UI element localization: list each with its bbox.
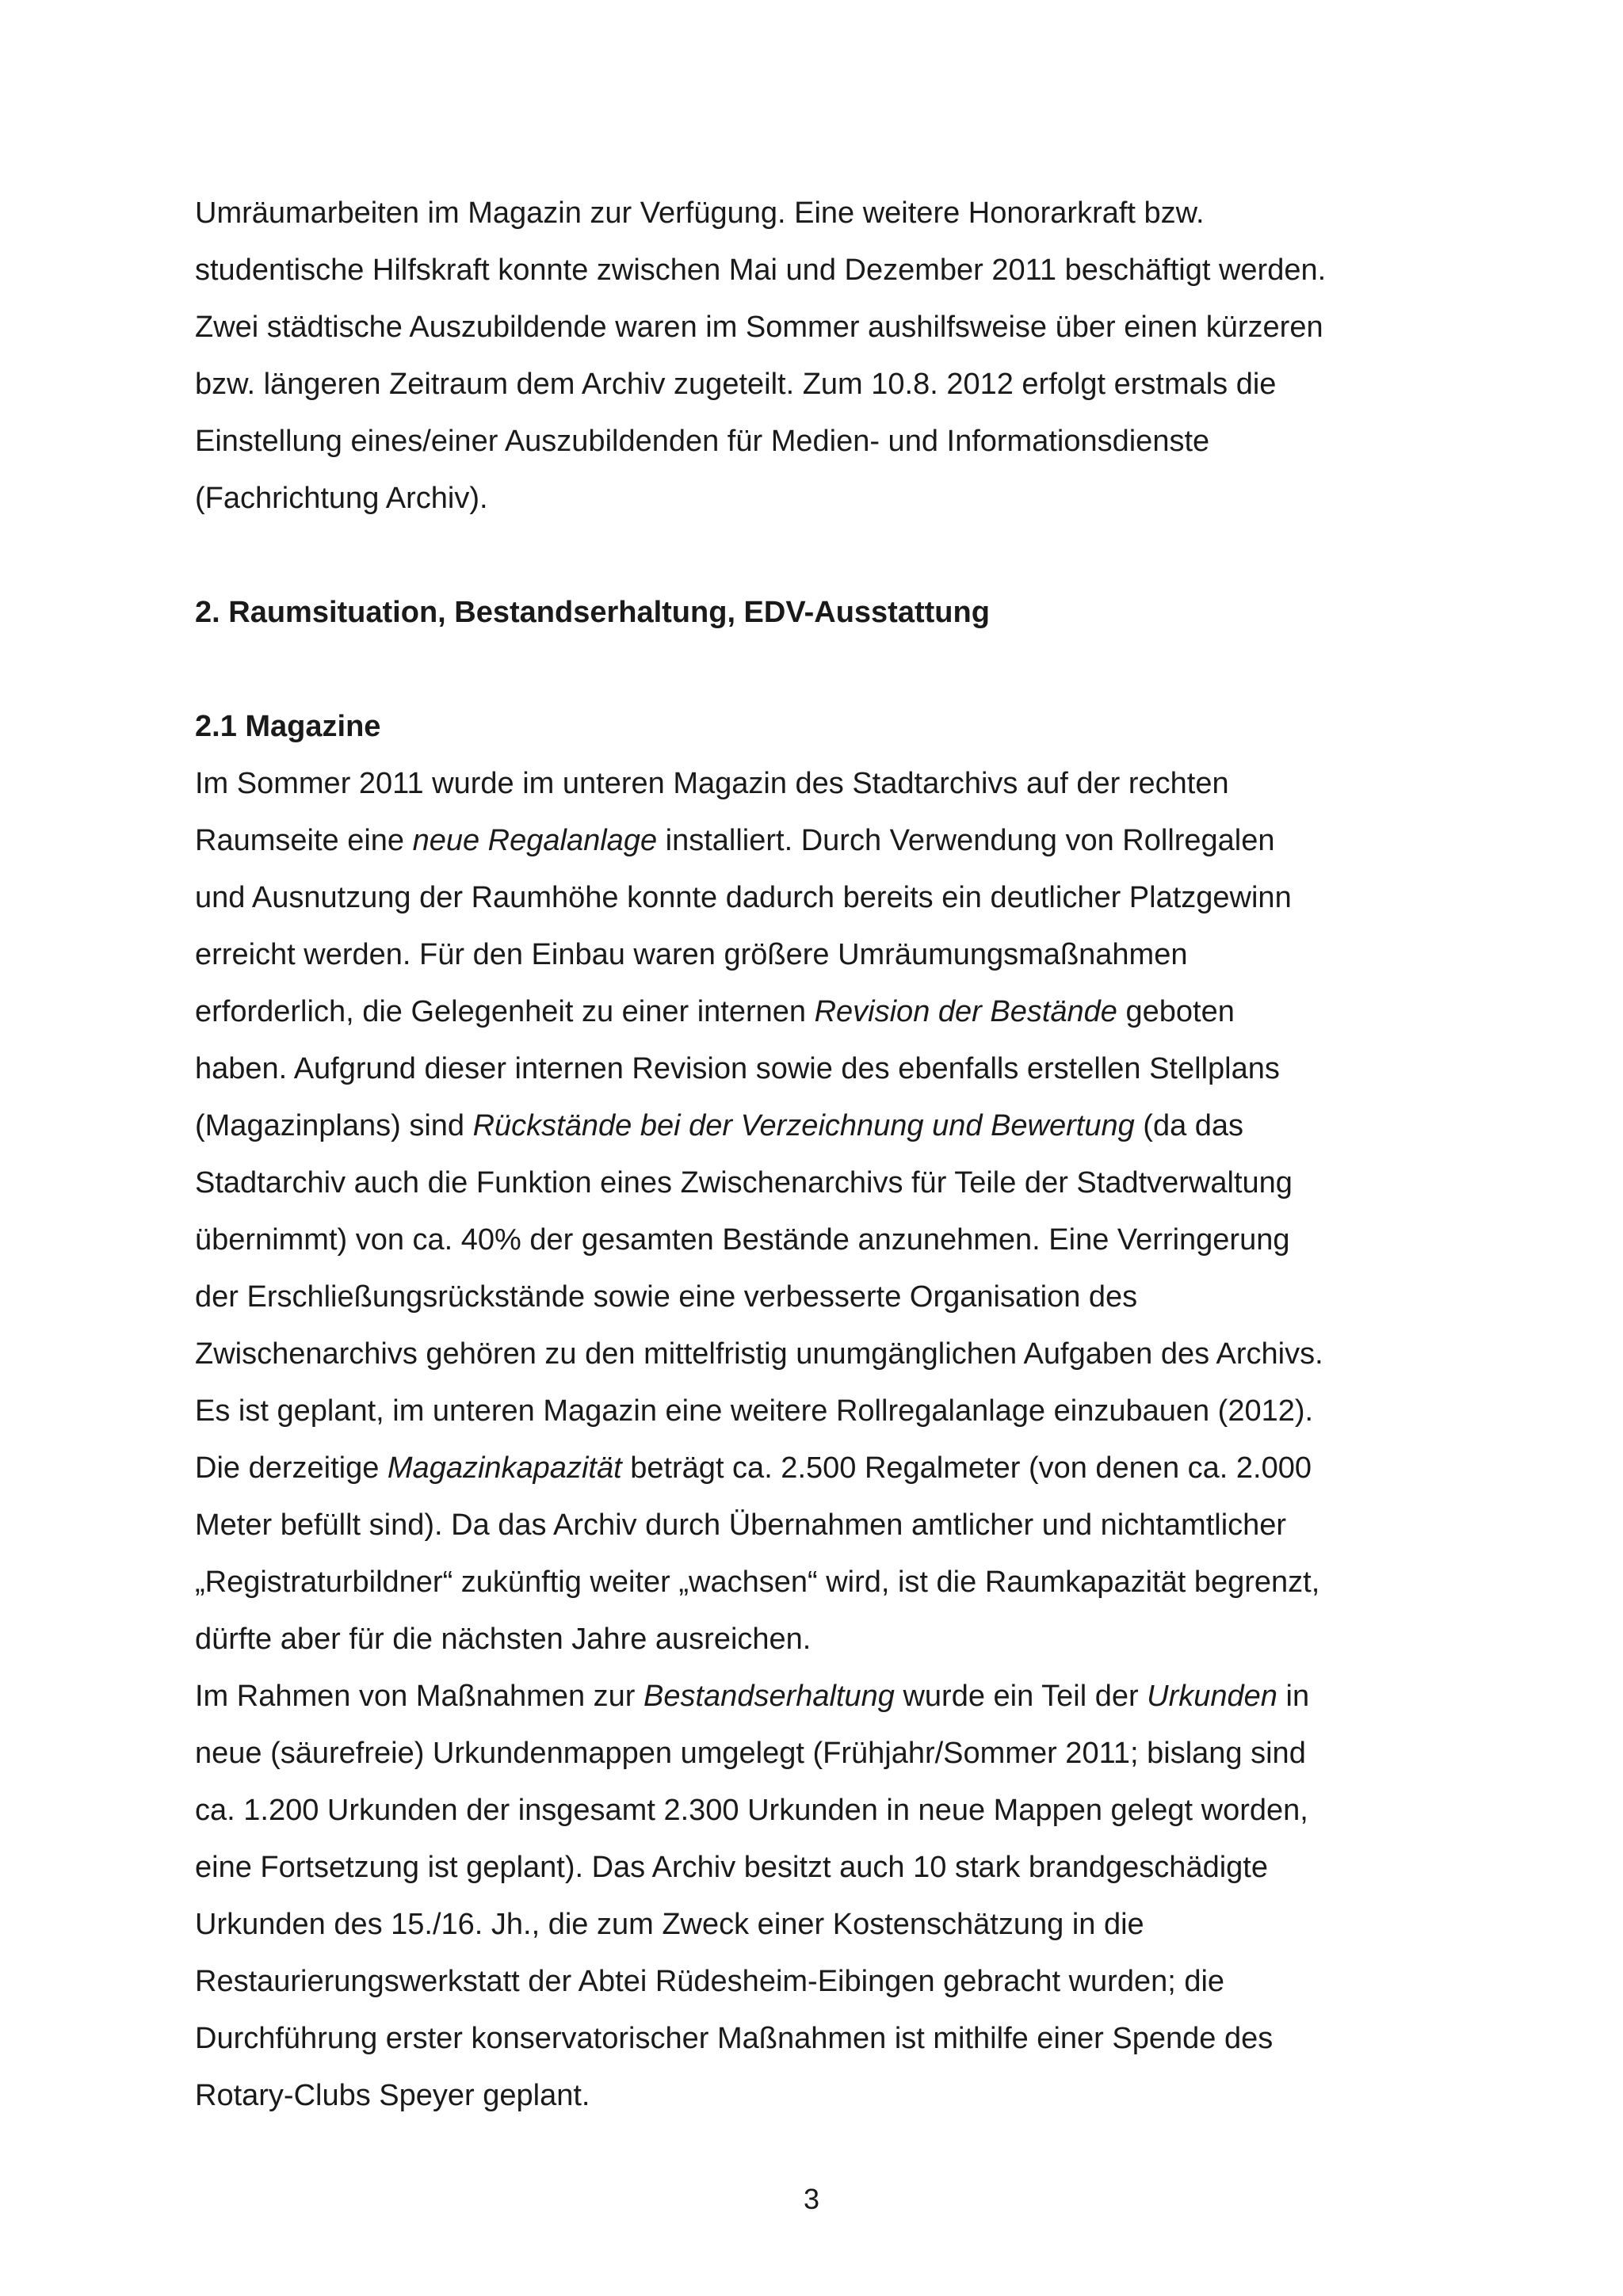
body-line: Es ist geplant, im unteren Magazin eine weitere Rollregalanlage einzubauen (2012). <box>195 1394 1314 1428</box>
body-line: „Registraturbildner“ zukünftig weiter „wachsen“ wird, ist die Raumkapazität begrenzt, <box>195 1566 1320 1599</box>
body-line <box>195 983 1235 1040</box>
body-text: (Magazinplans) sind <box>195 1109 473 1142</box>
body-text: Die derzeitige <box>195 1451 388 1485</box>
body-text: beträgt ca. 2.500 Regalmeter (von denen ca. 2.000 <box>621 1451 1312 1485</box>
body-text: in <box>1277 1680 1310 1713</box>
body-line: neue (säurefreie) Urkundenmappen umgelegt (Frühjahr/Sommer 2011; bislang sind <box>195 1737 1306 1770</box>
section-heading: 2. Raumsituation, Bestandserhaltung, EDV-Ausstattung <box>195 596 990 629</box>
body-line: der Erschließungsrückstände sowie eine verbesserte Organisation des <box>195 1280 1138 1314</box>
body-text: (da das <box>1134 1109 1244 1142</box>
body-line: ca. 1.200 Urkunden der insgesamt 2.300 Urkunden in neue Mappen gelegt worden, <box>195 1794 1308 1827</box>
subsection-heading: 2.1 Magazine <box>195 710 381 743</box>
body-line <box>195 1097 1243 1154</box>
body-line: Rotary-Clubs Speyer geplant. <box>195 2079 590 2112</box>
body-text: erforderlich, die Gelegenheit zu einer internen <box>195 995 815 1028</box>
intro-line: studentische Hilfskraft konnte zwischen Mai und Dezember 2011 beschäftigt werden. <box>195 254 1327 287</box>
page-number: 3 <box>803 2183 820 2215</box>
body-line: und Ausnutzung der Raumhöhe konnte dadurch bereits ein deutlicher Platzgewinn <box>195 881 1292 914</box>
body-line: Im Sommer 2011 wurde im unteren Magazin des Stadtarchivs auf der rechten <box>195 767 1229 800</box>
body-line: haben. Aufgrund dieser internen Revision sowie des ebenfalls erstellen Stellplans <box>195 1052 1280 1085</box>
body-line <box>195 1668 1309 1725</box>
body-line: eine Fortsetzung ist geplant). Das Archiv besitzt auch 10 stark brandgeschädigte <box>195 1851 1268 1884</box>
emphasis-text: Revision der Bestände <box>814 995 1117 1028</box>
body-line: Zwischenarchivs gehören zu den mittelfristig unumgänglichen Aufgaben des Archivs. <box>195 1337 1323 1371</box>
intro-line: Einstellung eines/einer Auszubildenden für Medien- und Informationsdienste <box>195 425 1210 458</box>
emphasis-text: Urkunden <box>1147 1680 1277 1713</box>
body-line: übernimmt) von ca. 40% der gesamten Bestände anzunehmen. Eine Verringerung <box>195 1223 1290 1257</box>
intro-line: Umräumarbeiten im Magazin zur Verfügung. Eine weitere Honorarkraft bzw. <box>195 196 1205 230</box>
body-line: Urkunden des 15./16. Jh., die zum Zweck einer Kostenschätzung in die <box>195 1908 1144 1941</box>
body-line: Stadtarchiv auch die Funktion eines Zwischenarchivs für Teile der Stadtverwaltung <box>195 1166 1293 1199</box>
body-line: Restaurierungswerkstatt der Abtei Rüdesheim-Eibingen gebracht wurden; die <box>195 1965 1225 1998</box>
intro-line: Zwei städtische Auszubildende waren im Sommer aushilfsweise über einen kürzeren <box>195 311 1323 344</box>
body-line: Meter befüllt sind). Da das Archiv durch Übernahmen amtlicher und nichtamtlicher <box>195 1508 1287 1542</box>
emphasis-text: Rückstände bei der Verzeichnung und Bewertung <box>472 1109 1135 1142</box>
emphasis-text: Bestandserhaltung <box>643 1680 895 1713</box>
intro-line: bzw. längeren Zeitraum dem Archiv zugeteilt. Zum 10.8. 2012 erfolgt erstmals die <box>195 368 1277 401</box>
emphasis-text: Magazinkapazität <box>387 1451 622 1485</box>
body-line <box>195 1440 1312 1497</box>
body-text: geboten <box>1117 995 1235 1028</box>
body-text: Raumseite eine <box>195 824 413 857</box>
body-line <box>195 812 1275 869</box>
intro-line: (Fachrichtung Archiv). <box>195 482 488 515</box>
body-line: Durchführung erster konservatorischer Maßnahmen ist mithilfe einer Spende des <box>195 2022 1274 2055</box>
body-line: dürfte aber für die nächsten Jahre ausreichen. <box>195 1623 812 1656</box>
body-text: installiert. Durch Verwendung von Rollregalen <box>657 824 1275 857</box>
body-text: Im Rahmen von Maßnahmen zur <box>195 1680 644 1713</box>
body-line: erreicht werden. Für den Einbau waren größere Umräumungsmaßnahmen <box>195 938 1188 971</box>
body-text: wurde ein Teil der <box>894 1680 1148 1713</box>
emphasis-text: neue Regalanlage <box>412 824 658 857</box>
